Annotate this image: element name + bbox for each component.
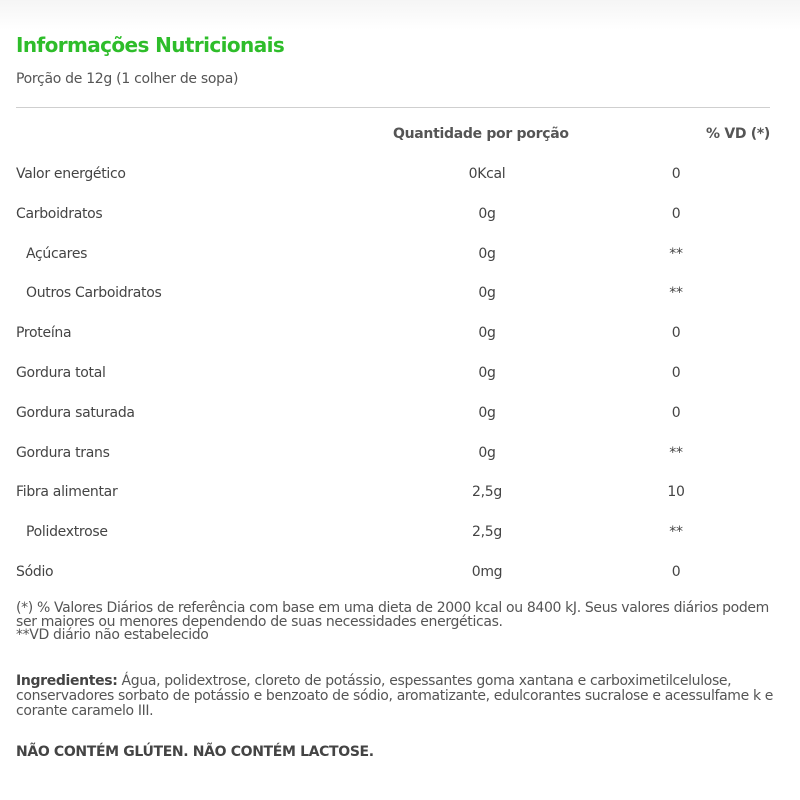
table-row: [0, 474, 800, 514]
ingredients-label: Ingredientes:: [16, 673, 118, 689]
nutrient-dv: 0: [671, 404, 681, 421]
page-title: Informações Nutricionais: [16, 33, 285, 57]
column-header-dv: % VD (*): [706, 126, 770, 142]
nutrient-dv: 0: [671, 166, 681, 182]
nutrient-name: Gordura total: [16, 364, 106, 381]
nutrient-name: Fibra alimentar: [16, 484, 118, 501]
nutrient-quantity: 0g: [478, 444, 496, 461]
dv-footnote: [16, 602, 786, 643]
nutrient-name: Carboidratos: [16, 205, 103, 222]
ingredients-text: Água, polidextrose, cloreto de potássio, espessantes goma xantana e carboximetilcelulose, conservadores sorbato de potássio e benzoato de sódio, aromatizante, edulcorantes sucralose e acessulfame k e corante caramelo III.: [16, 673, 774, 719]
table-row: [0, 315, 800, 355]
table-row: [0, 395, 800, 435]
ingredients-section: [16, 674, 786, 719]
nutrient-quantity: 0g: [478, 205, 496, 222]
header-shade: [0, 0, 800, 30]
nutrient-quantity: 0g: [478, 325, 496, 342]
nutrient-name: Valor energético: [16, 166, 126, 182]
table-row: [0, 156, 800, 196]
nutrient-name: Sódio: [16, 563, 54, 580]
nutrient-dv: 10: [667, 484, 685, 501]
portion-size: Porção de 12g (1 colher de sopa): [16, 71, 239, 87]
allergen-warning: NÃO CONTÉM GLÚTEN. NÃO CONTÉM LACTOSE.: [16, 744, 374, 760]
table-row: [0, 196, 800, 236]
footnote-not-established-text: **VD diário não estabelecido: [16, 627, 209, 643]
nutrient-quantity: 0g: [478, 285, 496, 302]
header-divider: [16, 107, 770, 108]
nutrient-dv: **: [669, 285, 683, 302]
nutrient-quantity: 0g: [478, 364, 496, 381]
nutrient-quantity: 2,5g: [472, 524, 502, 541]
nutrient-name: Polidextrose: [26, 524, 108, 541]
nutrient-dv: **: [669, 444, 683, 461]
nutrient-dv: 0: [671, 205, 681, 222]
nutrient-name: Outros Carboidratos: [26, 285, 162, 302]
table-row: [0, 275, 800, 315]
nutrient-quantity: 2,5g: [472, 484, 502, 501]
nutrient-dv: 0: [671, 364, 681, 381]
footnote-reference-text: (*) % Valores Diários de referência com base em uma dieta de 2000 kcal ou 8400 kJ. Seus valores diários podem ser maiores ou menores dependendo de suas necessidades energéticas.: [16, 600, 769, 630]
table-row: [0, 435, 800, 475]
table-row: [0, 514, 800, 554]
nutrient-name: Gordura saturada: [16, 404, 135, 421]
nutrient-dv: 0: [671, 325, 681, 342]
nutrient-dv: **: [669, 524, 683, 541]
table-row: [0, 236, 800, 276]
nutrient-quantity: 0g: [478, 245, 496, 262]
nutrition-table: [0, 156, 800, 594]
column-header-quantity: Quantidade por porção: [393, 126, 569, 142]
nutrient-name: Gordura trans: [16, 444, 110, 461]
nutrient-quantity: 0mg: [471, 563, 503, 580]
table-row: [0, 355, 800, 395]
nutrient-quantity: 0Kcal: [468, 166, 506, 182]
nutrient-quantity: 0g: [478, 404, 496, 421]
nutrient-dv: 0: [671, 563, 681, 580]
nutrient-name: Açúcares: [26, 245, 88, 262]
table-row: [0, 554, 800, 594]
nutrient-name: Proteína: [16, 325, 72, 342]
nutrient-dv: **: [669, 245, 683, 262]
